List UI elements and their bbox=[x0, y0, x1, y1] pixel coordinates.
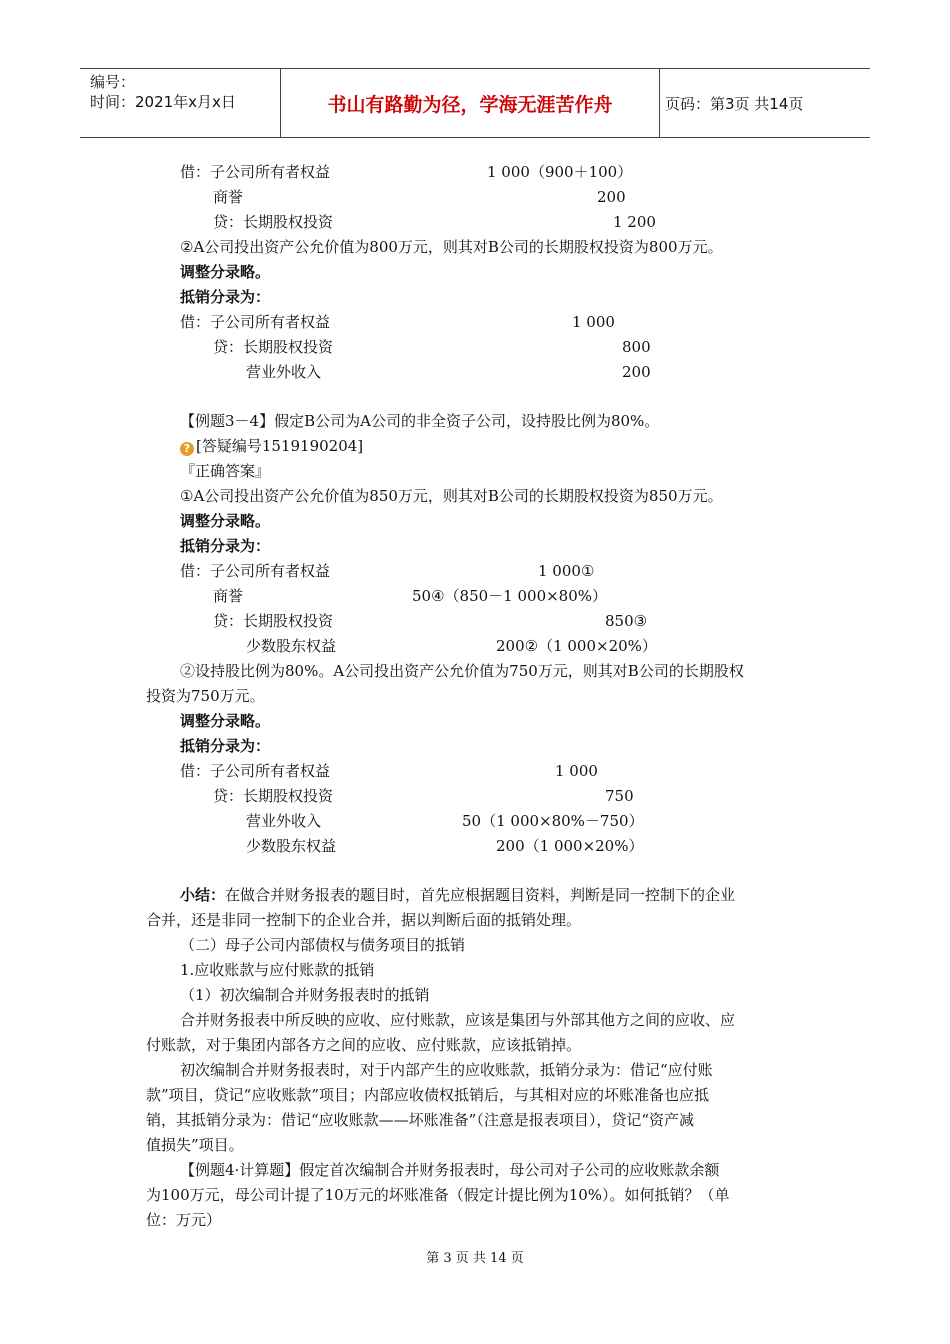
line-text: 借：子公司所有者权益 bbox=[180, 313, 331, 331]
text-line bbox=[180, 312, 330, 332]
text-line bbox=[213, 337, 333, 357]
line-text: 少数股东权益 bbox=[246, 837, 337, 855]
text-line bbox=[146, 686, 265, 706]
line-text: 贷：长期股权投资 bbox=[213, 338, 334, 356]
line-text: （1）初次编制合并财务报表时的抵销 bbox=[180, 986, 430, 1004]
text-line bbox=[180, 985, 430, 1005]
line-text: 贷：长期股权投资 bbox=[213, 612, 334, 630]
text-line bbox=[496, 636, 657, 656]
text-line bbox=[605, 611, 647, 631]
line-text: 『正确答案』 bbox=[180, 462, 271, 480]
line-text: 1 000 bbox=[555, 762, 598, 780]
document-number: 编号： bbox=[90, 73, 136, 91]
document-date: 时间：2021年x月x日 bbox=[90, 93, 236, 111]
text-line bbox=[180, 935, 465, 955]
text-line bbox=[180, 436, 363, 456]
text-line bbox=[180, 736, 270, 756]
line-text: [答疑编号1519190204] bbox=[196, 437, 364, 455]
text-line bbox=[213, 187, 243, 207]
text-line bbox=[597, 187, 626, 207]
line-text: 少数股东权益 bbox=[246, 637, 337, 655]
text-line bbox=[622, 337, 651, 357]
line-text: 款”项目，贷记“应收账款”项目；内部应收债权抵销后，与其相对应的坏账准备也应抵 bbox=[146, 1086, 710, 1104]
line-text: 50（1 000×80%－750） bbox=[462, 812, 644, 830]
text-line bbox=[146, 910, 581, 930]
text-line bbox=[146, 1185, 730, 1205]
header-motto: 书山有路勤为径，学海无涯苦作舟 bbox=[281, 69, 660, 137]
text-line bbox=[622, 362, 651, 382]
line-text: 付账款，对于集团内部各方之间的应收、应付账款，应该抵销掉。 bbox=[146, 1036, 582, 1054]
line-text: 初次编制合并财务报表时，对于内部产生的应收账款，抵销分录为：借记“应付账 bbox=[180, 1061, 713, 1079]
text-line bbox=[180, 486, 723, 506]
header-meta bbox=[80, 69, 281, 137]
bold-label: 调整分录略。 bbox=[180, 512, 271, 530]
text-line bbox=[246, 636, 336, 656]
text-line bbox=[213, 212, 333, 232]
line-text: 值损失”项目。 bbox=[146, 1136, 244, 1154]
text-line bbox=[180, 162, 330, 182]
text-line bbox=[180, 885, 735, 905]
line-text: 商誉 bbox=[213, 587, 244, 605]
text-line bbox=[572, 312, 615, 332]
line-text: 【例题3－4】假定B公司为A公司的非全资子公司，设持股比例为80%。 bbox=[180, 412, 660, 430]
line-text: 750 bbox=[605, 787, 634, 805]
text-line bbox=[180, 561, 330, 581]
line-text: 在做合并财务报表的题目时，首先应根据题目资料，判断是同一控制下的企业 bbox=[225, 886, 736, 904]
text-line bbox=[213, 786, 333, 806]
text-line bbox=[555, 761, 598, 781]
line-text: 借：子公司所有者权益 bbox=[180, 762, 331, 780]
bold-label: 小结： bbox=[180, 886, 226, 904]
text-line bbox=[180, 262, 270, 282]
line-text: 200（1 000×20%） bbox=[496, 837, 644, 855]
text-line bbox=[462, 811, 644, 831]
text-line bbox=[246, 836, 336, 856]
text-line bbox=[487, 162, 632, 182]
text-line bbox=[180, 711, 270, 731]
line-text: 50④（850－1 000×80%） bbox=[412, 587, 608, 605]
text-line bbox=[146, 1135, 244, 1155]
line-text: 1.应收账款与应付账款的抵销 bbox=[180, 961, 375, 979]
line-text: 借：子公司所有者权益 bbox=[180, 562, 331, 580]
text-line bbox=[180, 1010, 735, 1030]
header-page-info: 页码：第3页 共14页 bbox=[665, 94, 804, 113]
line-text: 200 bbox=[597, 188, 626, 206]
line-text: 合并财务报表中所反映的应收、应付账款，应该是集团与外部其他方之间的应收、应 bbox=[180, 1011, 736, 1029]
text-line bbox=[146, 1110, 694, 1130]
bold-label: 抵销分录为： bbox=[180, 537, 271, 555]
line-text: ①A公司投出资产公允价值为850万元，则其对B公司的长期股权投资为850万元。 bbox=[180, 487, 723, 505]
text-line bbox=[180, 536, 270, 556]
line-text: 1 000① bbox=[538, 562, 595, 580]
text-line bbox=[412, 586, 607, 606]
line-text: 200 bbox=[622, 363, 651, 381]
text-line bbox=[180, 411, 659, 431]
text-line bbox=[180, 1160, 719, 1180]
line-text: 投资为750万元。 bbox=[146, 687, 265, 705]
question-icon: ? bbox=[180, 442, 194, 456]
text-line bbox=[180, 511, 270, 531]
line-text: 为100万元，母公司计提了10万元的坏账准备（假定计提比例为10%）。如何抵销？（单 bbox=[146, 1186, 730, 1204]
text-line bbox=[180, 960, 374, 980]
line-text: 借：子公司所有者权益 bbox=[180, 163, 331, 181]
line-text: 贷：长期股权投资 bbox=[213, 787, 334, 805]
text-line bbox=[146, 1210, 221, 1230]
text-line bbox=[213, 586, 243, 606]
text-line bbox=[605, 786, 634, 806]
line-text: 1 000 bbox=[572, 313, 615, 331]
line-text: ②设持股比例为80%。A公司投出资产公允价值为750万元，则其对B公司的长期股权 bbox=[180, 662, 744, 680]
text-line bbox=[538, 561, 594, 581]
text-line bbox=[180, 237, 723, 257]
bold-label: 抵销分录为： bbox=[180, 288, 271, 306]
text-line bbox=[146, 1035, 581, 1055]
line-text: 1 200 bbox=[613, 213, 656, 231]
text-line bbox=[213, 611, 333, 631]
line-text: （二）母子公司内部债权与债务项目的抵销 bbox=[180, 936, 466, 954]
line-text: 【例题4·计算题】假定首次编制合并财务报表时，母公司对子公司的应收账款余额 bbox=[180, 1161, 720, 1179]
bold-label: 调整分录略。 bbox=[180, 263, 271, 281]
line-text: 合并，还是非同一控制下的企业合并，据以判断后面的抵销处理。 bbox=[146, 911, 582, 929]
bold-label: 抵销分录为： bbox=[180, 737, 271, 755]
bold-label: 调整分录略。 bbox=[180, 712, 271, 730]
line-text: 营业外收入 bbox=[246, 363, 322, 381]
line-text: 营业外收入 bbox=[246, 812, 322, 830]
page-header bbox=[80, 68, 870, 138]
line-text: 销，其抵销分录为：借记“应收账款——坏账准备”（注意是报表项目），贷记“资产减 bbox=[146, 1111, 695, 1129]
line-text: ②A公司投出资产公允价值为800万元，则其对B公司的长期股权投资为800万元。 bbox=[180, 238, 723, 256]
text-line bbox=[146, 1085, 709, 1105]
text-line bbox=[180, 287, 270, 307]
line-text: 200②（1 000×20%） bbox=[496, 637, 657, 655]
line-text: 商誉 bbox=[213, 188, 244, 206]
line-text: 850③ bbox=[605, 612, 648, 630]
text-line bbox=[496, 836, 643, 856]
text-line bbox=[246, 811, 321, 831]
text-line bbox=[180, 761, 330, 781]
line-text: 1 000（900＋100） bbox=[487, 163, 633, 181]
text-line bbox=[246, 362, 321, 382]
text-line bbox=[180, 461, 270, 481]
line-text: 800 bbox=[622, 338, 651, 356]
line-text: 位：万元） bbox=[146, 1211, 222, 1229]
text-line bbox=[180, 661, 744, 681]
text-line bbox=[613, 212, 656, 232]
text-line bbox=[180, 1060, 713, 1080]
page-footer: 第 3 页 共 14 页 bbox=[426, 1251, 524, 1266]
line-text: 贷：长期股权投资 bbox=[213, 213, 334, 231]
